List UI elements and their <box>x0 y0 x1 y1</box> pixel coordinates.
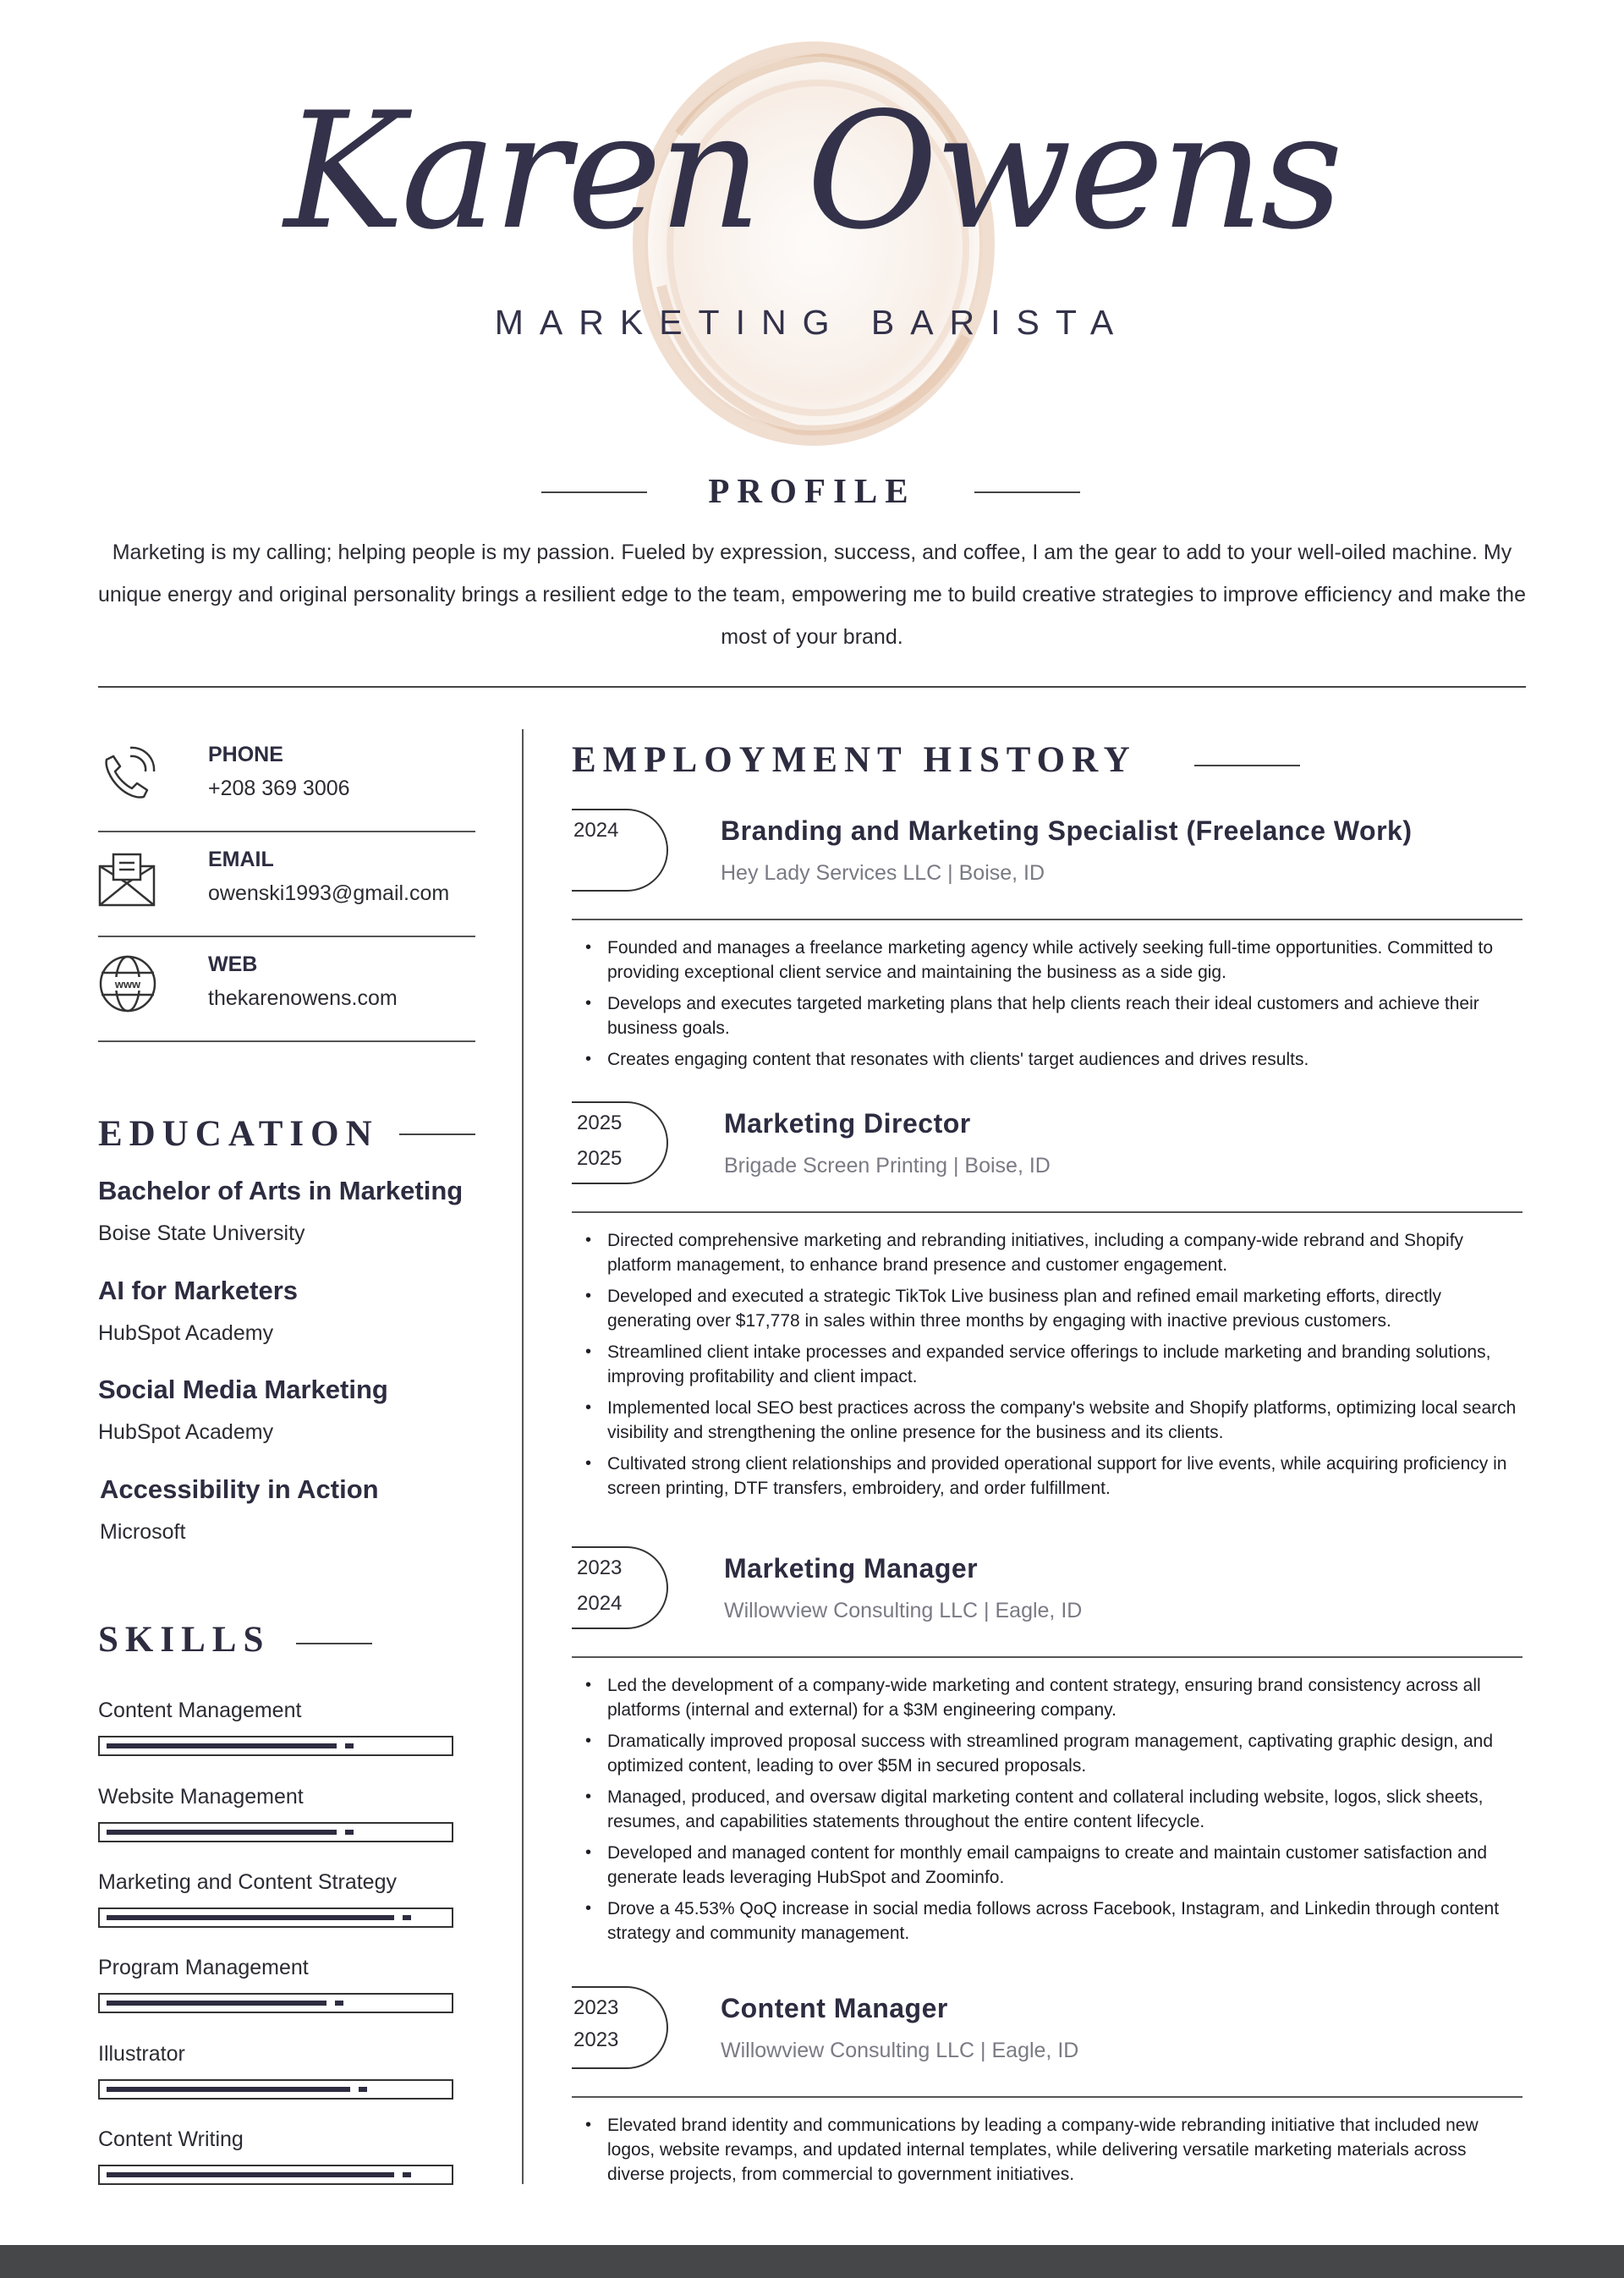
job-title: Marketing Manager <box>724 1553 979 1584</box>
degree-name: Bachelor of Arts in Marketing <box>98 1176 464 1205</box>
job-bullet: • Founded and manages a freelance marketing agency while actively seeking full-time opportunities. Committed to providing exceptional client service and maintaining the business as a side gig. <box>607 936 1522 985</box>
candidate-title: MARKETING BARISTA <box>494 303 1130 342</box>
contact-separator <box>98 1040 475 1042</box>
contact-label: EMAIL <box>208 848 274 871</box>
school-name: HubSpot Academy <box>98 1420 274 1444</box>
school-name: Boise State University <box>98 1221 305 1245</box>
skills-heading: SKILLS <box>98 1620 271 1660</box>
education-item <box>98 1375 496 1445</box>
education-item <box>100 1474 497 1545</box>
skill-marker <box>345 1743 354 1748</box>
contact-label: WEB <box>208 952 258 976</box>
skill-bar <box>98 2079 453 2100</box>
education-rule <box>399 1134 475 1135</box>
skill-name: Website Management <box>98 1785 304 1809</box>
website-link[interactable]: thekarenowens.com <box>208 986 398 1010</box>
employment-heading: EMPLOYMENT HISTORY <box>572 740 1137 780</box>
globe-icon <box>98 954 157 1013</box>
job-company: Willowview Consulting LLC | Eagle, ID <box>721 2039 1079 2062</box>
school-name: HubSpot Academy <box>98 1321 274 1345</box>
email-address[interactable]: owenski1993@gmail.com <box>208 881 450 905</box>
skill-fill <box>107 2001 326 2006</box>
job-separator <box>572 2096 1522 2098</box>
job-bullet: • Directed comprehensive marketing and rebranding initiatives, including a company-wide rebrand and Shopify platform management, to enhance brand presence and customer engagement. <box>607 1228 1522 1277</box>
education-heading: EDUCATION <box>98 1114 379 1154</box>
job-bullet: • Implemented local SEO best practices across the company's website and Shopify platforms, optimizing local search visibility and strengthening the online presence for the business and its clients. <box>607 1396 1522 1445</box>
profile-rule-right <box>974 491 1080 493</box>
job-bullet: • Led the development of a company-wide marketing and content strategy, ensuring brand consistency across all platforms (internal and external) for a $3M engineering company. <box>607 1673 1522 1722</box>
education-item <box>98 1276 496 1346</box>
year-start: 2024 <box>573 819 619 842</box>
skill-bar <box>98 1907 453 1928</box>
job-title: Marketing Director <box>724 1108 971 1139</box>
job-separator <box>572 1656 1522 1658</box>
skill-bar <box>98 1736 453 1756</box>
job-company: Hey Lady Services LLC | Boise, ID <box>721 861 1045 885</box>
skills-rule <box>296 1643 372 1644</box>
footer-bar <box>0 2245 1624 2278</box>
job-company: Willowview Consulting LLC | Eagle, ID <box>724 1599 1083 1622</box>
job-bullet: • Dramatically improved proposal success with streamlined program management, captivating graphic design, and optimized content, leading to over $5M in secured proposals. <box>607 1729 1522 1778</box>
job-bullet: • Drove a 45.53% QoQ increase in social media follows across Facebook, Instagram, and Linkedin through content strategy and community management. <box>607 1897 1522 1946</box>
skill-item <box>98 1785 453 1809</box>
job-bullet: • Elevated brand identity and communications by leading a company-wide rebranding initiative that included new logos, website revamps, and updated internal templates, while delivering versatile marketing materials across diverse projects, from commercial to government initiatives. <box>607 2113 1522 2187</box>
skill-fill <box>107 1743 337 1748</box>
year-start: 2025 <box>577 1112 623 1134</box>
skill-marker <box>345 1830 354 1835</box>
skill-item <box>98 1956 453 1980</box>
year-start: 2023 <box>573 1996 619 2019</box>
profile-heading: PROFILE <box>708 471 916 510</box>
job-bullets <box>607 1228 1522 1507</box>
section-divider <box>98 686 1526 688</box>
skill-name: Program Management <box>98 1956 309 1979</box>
profile-text: Marketing is my calling; helping people is my passion. Fueled by expression, success, and coffee, I am the gear to add to your well-oiled machine. My unique energy and original personality brings a resilient edge to the team, empowering me to build creative strategies to improve efficiency and make the most of your brand. <box>98 541 1526 649</box>
contact-web <box>98 937 475 1042</box>
job-separator <box>572 919 1522 920</box>
job-bullet: • Developed and executed a strategic TikTok Live business plan and refined email marketing efforts, directly generating over $17,778 in sales within three months by engaging with inactive previous customers. <box>607 1284 1522 1333</box>
skill-marker <box>335 2001 343 2006</box>
skill-fill <box>107 1830 337 1835</box>
degree-name: AI for Marketers <box>98 1276 299 1305</box>
job-bullet: • Develops and executes targeted marketing plans that help clients reach their ideal customers and achieve their business goals. <box>607 991 1522 1040</box>
column-divider <box>522 729 524 2184</box>
job-bullets <box>607 936 1522 1079</box>
job-bullet: • Cultivated strong client relationships and provided operational support for live events, while acquiring proficiency in screen printing, DTF transfers, embroidery, and order fulfillment. <box>607 1452 1522 1501</box>
skill-item <box>98 2127 453 2152</box>
contact-phone <box>98 727 475 832</box>
job-bullet: • Developed and managed content for monthly email campaigns to create and maintain customer satisfaction and generate leads leveraging HubSpot and Zoominfo. <box>607 1841 1522 1890</box>
year-end: 2024 <box>577 1592 623 1615</box>
employment-rule <box>1194 765 1300 766</box>
job-separator <box>572 1211 1522 1213</box>
job-title: Branding and Marketing Specialist (Freelance Work) <box>721 815 1413 846</box>
skill-name: Content Management <box>98 1699 302 1722</box>
job-title: Content Manager <box>721 1993 948 2023</box>
job-bullet: • Creates engaging content that resonates with clients' target audiences and drives results. <box>607 1047 1522 1072</box>
skill-item <box>98 2042 453 2067</box>
phone-icon <box>98 744 157 804</box>
skill-name: Illustrator <box>98 2042 185 2066</box>
skill-marker <box>403 1915 411 1920</box>
skill-marker <box>359 2087 367 2092</box>
education-item <box>98 1176 496 1246</box>
skill-item <box>98 1870 453 1895</box>
phone-number[interactable]: +208 369 3006 <box>208 777 350 800</box>
skill-name: Content Writing <box>98 2127 244 2151</box>
skill-marker <box>403 2172 411 2177</box>
envelope-icon <box>98 849 157 908</box>
job-bullets <box>607 2113 1522 2193</box>
year-end: 2023 <box>573 2028 619 2051</box>
contact-label: PHONE <box>208 743 283 766</box>
skill-fill <box>107 1915 394 1920</box>
job-company: Brigade Screen Printing | Boise, ID <box>724 1154 1051 1177</box>
school-name: Microsoft <box>100 1520 186 1544</box>
contact-email <box>98 832 475 937</box>
candidate-name: Karen Owens <box>284 78 1340 265</box>
svg-text:www: www <box>114 978 141 991</box>
skill-name: Marketing and Content Strategy <box>98 1870 397 1894</box>
degree-name: Accessibility in Action <box>100 1474 379 1504</box>
job-bullet: • Streamlined client intake processes and expanded service offerings to include marketing and branding solutions, improving profitability and client impact. <box>607 1340 1522 1389</box>
skill-fill <box>107 2172 394 2177</box>
degree-name: Social Media Marketing <box>98 1375 388 1404</box>
skill-fill <box>107 2087 350 2092</box>
year-start: 2023 <box>577 1556 623 1579</box>
job-bullets <box>607 1673 1522 1952</box>
year-end: 2025 <box>577 1147 623 1170</box>
skill-bar <box>98 2165 453 2185</box>
skill-bar <box>98 1822 453 1842</box>
skill-bar <box>98 1993 453 2013</box>
job-bullet: • Managed, produced, and oversaw digital marketing content and collateral including website, logos, slick sheets, resumes, and capabilities statements throughout the entire content lifecycle. <box>607 1785 1522 1834</box>
skill-item <box>98 1699 453 1723</box>
